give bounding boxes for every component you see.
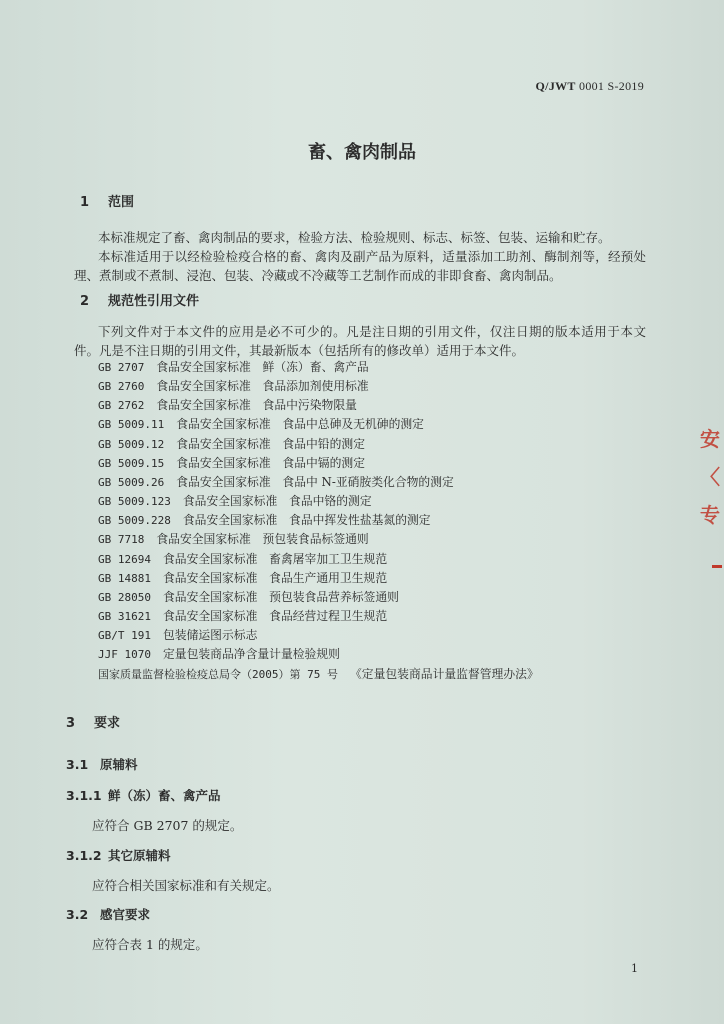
reference-code: GB 2762 <box>98 399 145 413</box>
section-3-1-1-text: 应符合 GB 2707 的规定。 <box>92 818 243 833</box>
stamp-char: 安 <box>700 427 720 451</box>
reference-title: 定量包装商品净含量计量检验规则 <box>162 647 340 662</box>
reference-title: 包装储运图示标志 <box>162 628 258 643</box>
reference-list <box>98 358 638 684</box>
reference-title: 食品安全国家标准 食品中污染物限量 <box>156 398 357 413</box>
section-3-1-2-text: 应符合相关国家标准和有关规定。 <box>92 878 280 893</box>
reference-code: GB 28050 <box>98 590 151 604</box>
reference-item <box>98 645 638 664</box>
section-2-heading: 2 规范性引用文件 <box>80 294 200 309</box>
reference-item <box>98 665 638 684</box>
reference-title: 食品安全国家标准 预包装食品标签通则 <box>156 532 369 547</box>
section-3-1-2-heading: 3.1.2 其它原辅料 <box>66 848 171 863</box>
reference-title: 食品安全国家标准 食品生产通用卫生规范 <box>162 570 388 585</box>
section-1-paragraph-2: 本标准适用于以经检验检疫合格的畜、禽肉及副产品为原料，适量添加工助剂、酶制剂等，经预处理、煮制或不煮制、浸泡、包装、冷藏或不冷藏等工艺制作而成的非即食畜、禽肉制品。 <box>74 249 646 283</box>
reference-item <box>98 377 638 396</box>
reference-title: 食品安全国家标准 鲜（冻）畜、禽产品 <box>156 360 369 374</box>
reference-item <box>98 588 638 607</box>
reference-code: GB 14881 <box>98 571 151 585</box>
document-id: Q/JWT 0001 S-2019 <box>535 79 644 93</box>
reference-code: GB 2707 <box>98 361 145 374</box>
reference-title: 食品安全国家标准 食品中 N-亚硝胺类化合物的测定 <box>176 474 454 489</box>
reference-title: 《定量包装商品计量监督管理办法》 <box>349 666 539 681</box>
section-2-paragraph: 下列文件对于本文件的应用是必不可少的。凡是注日期的引用文件，仅注日期的版本适用于本文件。凡是不注日期的引用文件，其最新版本（包括所有的修改单）适用于本文件。 <box>74 324 646 358</box>
stamp-char: 〈 <box>700 465 720 489</box>
reference-title: 食品安全国家标准 食品中镉的测定 <box>176 455 365 470</box>
reference-item <box>98 530 638 549</box>
reference-code: GB 5009.12 <box>98 437 165 451</box>
reference-code: GB 5009.15 <box>98 456 165 470</box>
reference-item <box>98 511 638 530</box>
reference-code: GB 5009.11 <box>98 418 165 432</box>
reference-item <box>98 569 638 588</box>
section-3-2-text: 应符合表 1 的规定。 <box>92 937 208 952</box>
reference-code: GB 5009.26 <box>98 475 165 489</box>
reference-item <box>98 435 638 454</box>
section-3-heading: 3 要求 <box>66 716 121 731</box>
page-number: 1 <box>631 962 638 975</box>
section-3-2-heading: 3.2 感官要求 <box>66 907 151 922</box>
reference-title: 食品安全国家标准 食品中铬的测定 <box>182 494 372 509</box>
reference-item <box>98 626 638 645</box>
reference-title: 食品安全国家标准 预包装食品营养标签通则 <box>162 589 399 604</box>
reference-title: 食品安全国家标准 食品中总砷及无机砷的测定 <box>176 417 424 432</box>
reference-code: GB 31621 <box>98 610 151 624</box>
reference-code: GB/T 191 <box>98 629 151 643</box>
section-3-1-heading: 3.1 原辅料 <box>66 757 138 772</box>
section-3-1-1-heading: 3.1.1 鲜（冻）畜、禽产品 <box>66 788 221 803</box>
reference-item <box>98 396 638 415</box>
reference-item <box>98 607 638 626</box>
reference-item <box>98 415 638 434</box>
reference-item <box>98 358 638 377</box>
seal-stamp-fragment <box>700 420 724 570</box>
stamp-char: 专 <box>700 503 720 527</box>
section-1-paragraph-1: 本标准规定了畜、禽肉制品的要求，检验方法、检验规则、标志、标签、包装、运输和贮存。 <box>98 230 611 245</box>
reference-code: GB 12694 <box>98 552 151 566</box>
seal-stamp-mark <box>712 565 722 568</box>
reference-item <box>98 454 638 473</box>
reference-code: GB 7718 <box>98 533 145 547</box>
reference-title: 食品安全国家标准 畜禽屠宰加工卫生规范 <box>162 551 388 566</box>
reference-title: 食品安全国家标准 食品添加剂使用标准 <box>156 379 369 394</box>
reference-title: 食品安全国家标准 食品经营过程卫生规范 <box>162 609 388 624</box>
reference-item <box>98 473 638 492</box>
reference-code: GB 5009.228 <box>98 514 171 528</box>
reference-item <box>98 550 638 569</box>
reference-code: 国家质量监督检验检疫总局令（2005）第 75 号 <box>98 667 338 681</box>
reference-code: GB 5009.123 <box>98 495 171 509</box>
reference-title: 食品安全国家标准 食品中挥发性盐基氮的测定 <box>182 513 431 528</box>
document-title: 畜、禽肉制品 <box>308 142 416 163</box>
reference-title: 食品安全国家标准 食品中铅的测定 <box>176 436 365 451</box>
section-1-heading: 1 范围 <box>80 195 135 210</box>
reference-code: GB 2760 <box>98 380 145 394</box>
reference-code: JJF 1070 <box>98 648 151 662</box>
reference-item <box>98 492 638 511</box>
